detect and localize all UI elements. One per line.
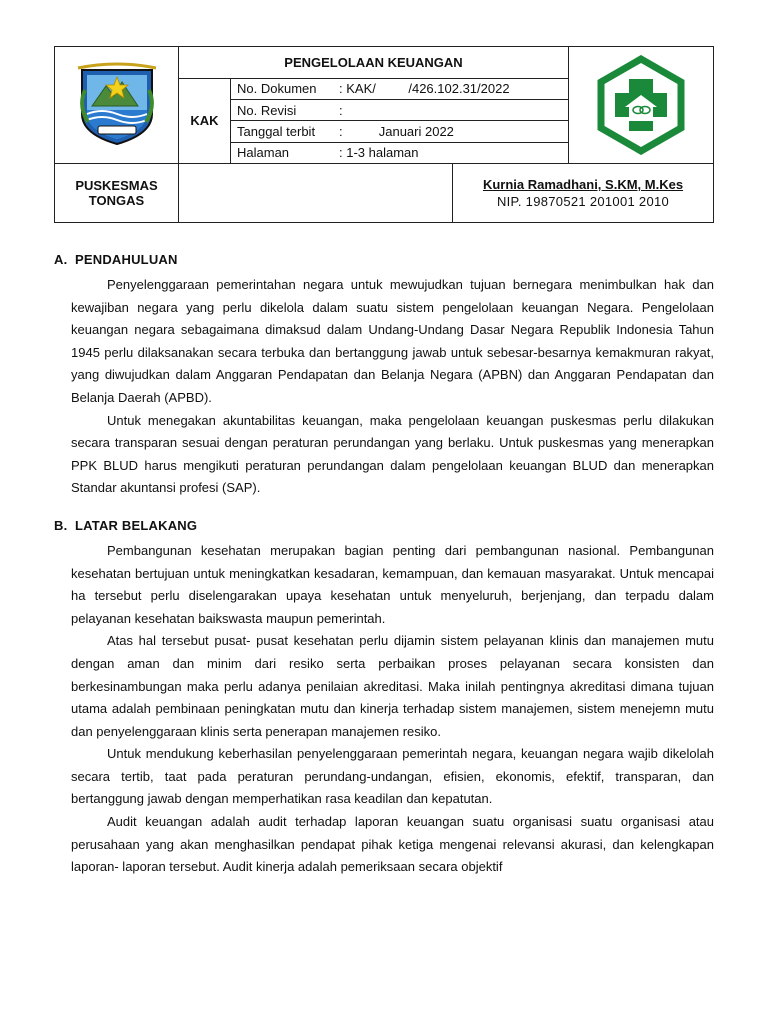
paragraph: Penyelenggaraan pemerintahan negara untuk mewujudkan tujuan bernegara menimbulkan hak dan kewajiban negara yang perlu dikelola dalam suatu sistem pengelolaan keuangan Negara. Pengelolaan keuangan negara sebagaimana dimaksud dalam Undang-Undang Dasar Negara Republik Indonesia Tahun 1945 perlu dilaksanakan secara terbuka dan bertanggung jawab untuk sebesar-besarnya kemakmuran rakyat, yang diwujudkan dalam Anggaran Pendapatan dan Belanja Negara (APBN) dan Anggaran Pendapatan dan Belanja Daerah (APBD).	[71, 277, 714, 405]
meta-value: :	[339, 102, 343, 118]
section-heading	[54, 252, 714, 267]
paragraph: Pembangunan kesehatan merupakan bagian penting dari pembangunan nasional. Pembangunan kesehatan bertujuan untuk meningkatkan kesadaran, kemampuan, dan kemauan masyarakat. Untuk mencapai ha tersebut perlu diselengarakan upaya kesehatan untuk menyeluruh, berjenjang, dan terpadu dalam pelayanan kesehatan baikswasta maupun pemerintah.	[71, 542, 714, 626]
section-number: A.	[54, 252, 68, 267]
section-title: PENDAHULUAN	[75, 252, 178, 267]
document-type-label: KAK	[179, 78, 231, 163]
document-body	[54, 252, 714, 879]
puskesmas-logo-icon	[591, 55, 691, 155]
meta-label: Halaman	[237, 145, 290, 161]
meta-label: No. Dokumen	[237, 81, 317, 97]
regency-crest-icon	[76, 62, 158, 148]
paragraph: Untuk mendukung keberhasilan penyelenggaraan pemerintah negara, keuangan negara wajib dikelolah secara tertib, taat pada peraturan perundang-undangan, efisien, ekonomis, efektif, transparan, dan bertanggung jawab dengan memperhatikan rasa keadilan dan kepatutan.	[71, 746, 714, 807]
meta-value: : Januari 2022	[339, 123, 454, 139]
regency-logo-cell	[55, 47, 179, 164]
section-number: B.	[54, 517, 68, 533]
signatory-nip: NIP. 19870521 201001 2010	[496, 193, 670, 209]
section-title: LATAR BELAKANG	[75, 517, 198, 533]
section-pendahuluan	[54, 252, 714, 500]
signatory-name: Kurnia Ramadhani, S.KM, M.Kes	[482, 176, 684, 192]
meta-row-pages	[231, 142, 569, 163]
meta-label: Tanggal terbit	[237, 123, 316, 139]
blank-cell	[179, 163, 453, 222]
organization-line: TONGAS	[88, 192, 145, 208]
paragraph: Audit keuangan adalah audit terhadap laporan keuangan suatu organisasi suatu organisasi atau perusahaan yang akan menghasilkan pendapat pihak ketiga mengenai relevansi akurasi, dan kelengkapan laporan- laporan tersebut. Audit kinerja adalah pemeriksaan secara objektif	[71, 814, 714, 875]
paragraph: Atas hal tersebut pusat- pusat kesehatan perlu dijamin sistem pelayanan klinis dan manajemen mutu dengan aman dan minim dari resiko serta perbaikan proses pelayanan secara konsisten dan berkesinambungan maka perlu adanya penilaian akreditasi. Maka inilah pentingnya akreditasi dimana tujuan utama adalah pembinaan peningkatan mutu dan kinerja terhadap sistem manajemen, sistem menejemn mutu dan penyelenggaraan klinis serta penerapan manajemen resiko.	[71, 633, 714, 739]
section-heading	[54, 518, 714, 533]
signatory-block	[453, 163, 714, 222]
meta-label: No. Revisi	[237, 102, 297, 118]
document-header-table	[54, 46, 714, 223]
puskesmas-logo-cell	[569, 47, 714, 164]
meta-row-revision	[231, 99, 569, 120]
meta-value: : KAK/ /426.102.31/2022	[339, 81, 510, 97]
section-latar-belakang	[54, 518, 714, 879]
meta-value: : 1-3 halaman	[339, 145, 419, 161]
meta-row-date	[231, 121, 569, 142]
organization-line: PUSKESMAS	[75, 177, 158, 193]
document-title: PENGELOLAAN KEUANGAN	[179, 47, 569, 79]
paragraph: Untuk menegakan akuntabilitas keuangan, maka pengelolaan keuangan puskesmas perlu dilakukan secara transparan sesuai dengan peraturan perundangan yang berlaku. Untuk puskesmas yang menerapkan PPK BLUD harus mengikuti peraturan perundangan dalam pengelolaan keuangan BLUD dan menerapkan Standar akuntansi profesi (SAP).	[71, 412, 714, 496]
meta-row-document	[231, 78, 569, 99]
organization-name	[55, 163, 179, 222]
